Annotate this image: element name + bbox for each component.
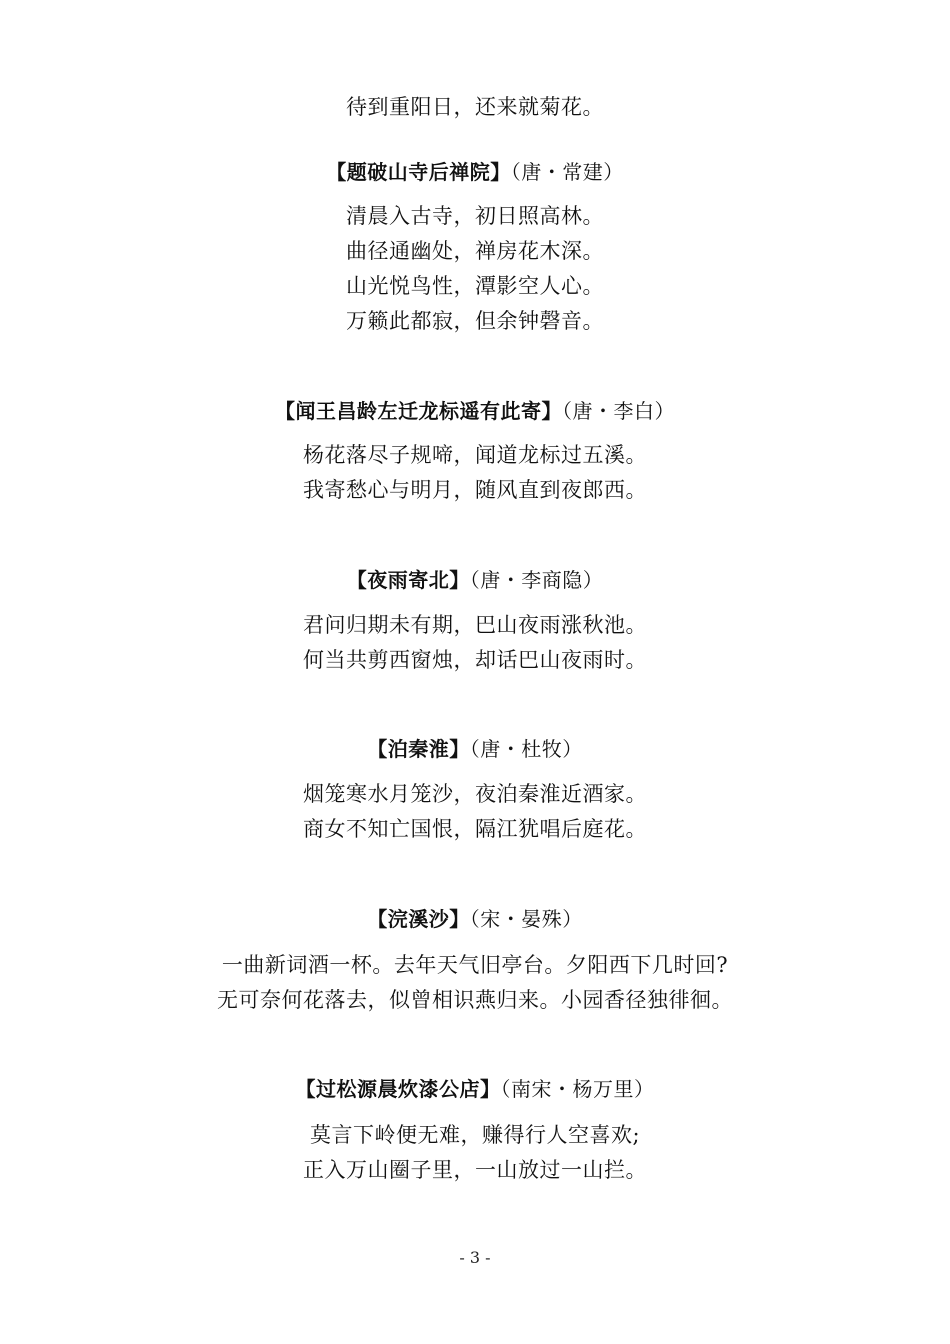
poem-line: 清晨入古寺，初日照高林。 [346, 204, 604, 228]
poem-line: 烟笼寒水月笼沙，夜泊秦淮近酒家。 [303, 782, 647, 806]
poem-title-block [0, 734, 950, 764]
poem-line: 万籁此都寂，但余钟磬音。 [346, 309, 604, 333]
poem-author: （宋・晏殊） [469, 907, 583, 931]
poem-author: （唐・李商隐） [469, 568, 604, 592]
poem-title-block [0, 565, 950, 595]
poem-title: 【闻王昌龄左迁龙标遥有此寄】 [275, 399, 562, 423]
poem-line: 待到重阳日，还来就菊花。 [346, 95, 604, 119]
poem-title: 【泊秦淮】 [367, 737, 470, 761]
poem-line: 正入万山圈子里，一山放过一山拦。 [303, 1158, 647, 1182]
poem-line: 君问归期未有期，巴山夜雨涨秋池。 [303, 613, 647, 637]
poem-author: （唐・常建） [510, 160, 624, 184]
poem-line: 何当共剪西窗烛，却话巴山夜雨时。 [303, 648, 647, 672]
poem-author: （南宋・杨万里） [500, 1077, 655, 1101]
poem-line: 莫言下岭便无难，赚得行人空喜欢; [309, 1123, 641, 1147]
poem-line: 曲径通幽处，禅房花木深。 [346, 239, 604, 263]
poem-line: 我寄愁心与明月，随风直到夜郎西。 [303, 478, 647, 502]
poem-title-block [0, 1074, 950, 1104]
poem-line: 山光悦鸟性，潭影空人心。 [346, 274, 604, 298]
poem-line: 一曲新词酒一杯。去年天气旧亭台。夕阳西下几时回? [221, 953, 729, 977]
poem-title: 【题破山寺后禅院】 [326, 160, 511, 184]
poem-title: 【浣溪沙】 [367, 907, 470, 931]
poem-title-block [0, 157, 950, 187]
poem-line: 无可奈何花落去，似曾相识燕归来。小园香径独徘徊。 [217, 988, 733, 1012]
poem-title: 【过松源晨炊漆公店】 [295, 1077, 501, 1101]
poem-line: 杨花落尽子规啼，闻道龙标过五溪。 [303, 443, 647, 467]
page-number: - 3 - [459, 1248, 491, 1267]
poem-author: （唐・李白） [562, 399, 675, 423]
poem-author: （唐・杜牧） [469, 737, 583, 761]
poem-title-block [0, 904, 950, 934]
poem-line: 商女不知亡国恨，隔江犹唱后庭花。 [303, 817, 647, 841]
poem-title: 【夜雨寄北】 [346, 568, 470, 592]
poem-title-block [0, 396, 950, 426]
